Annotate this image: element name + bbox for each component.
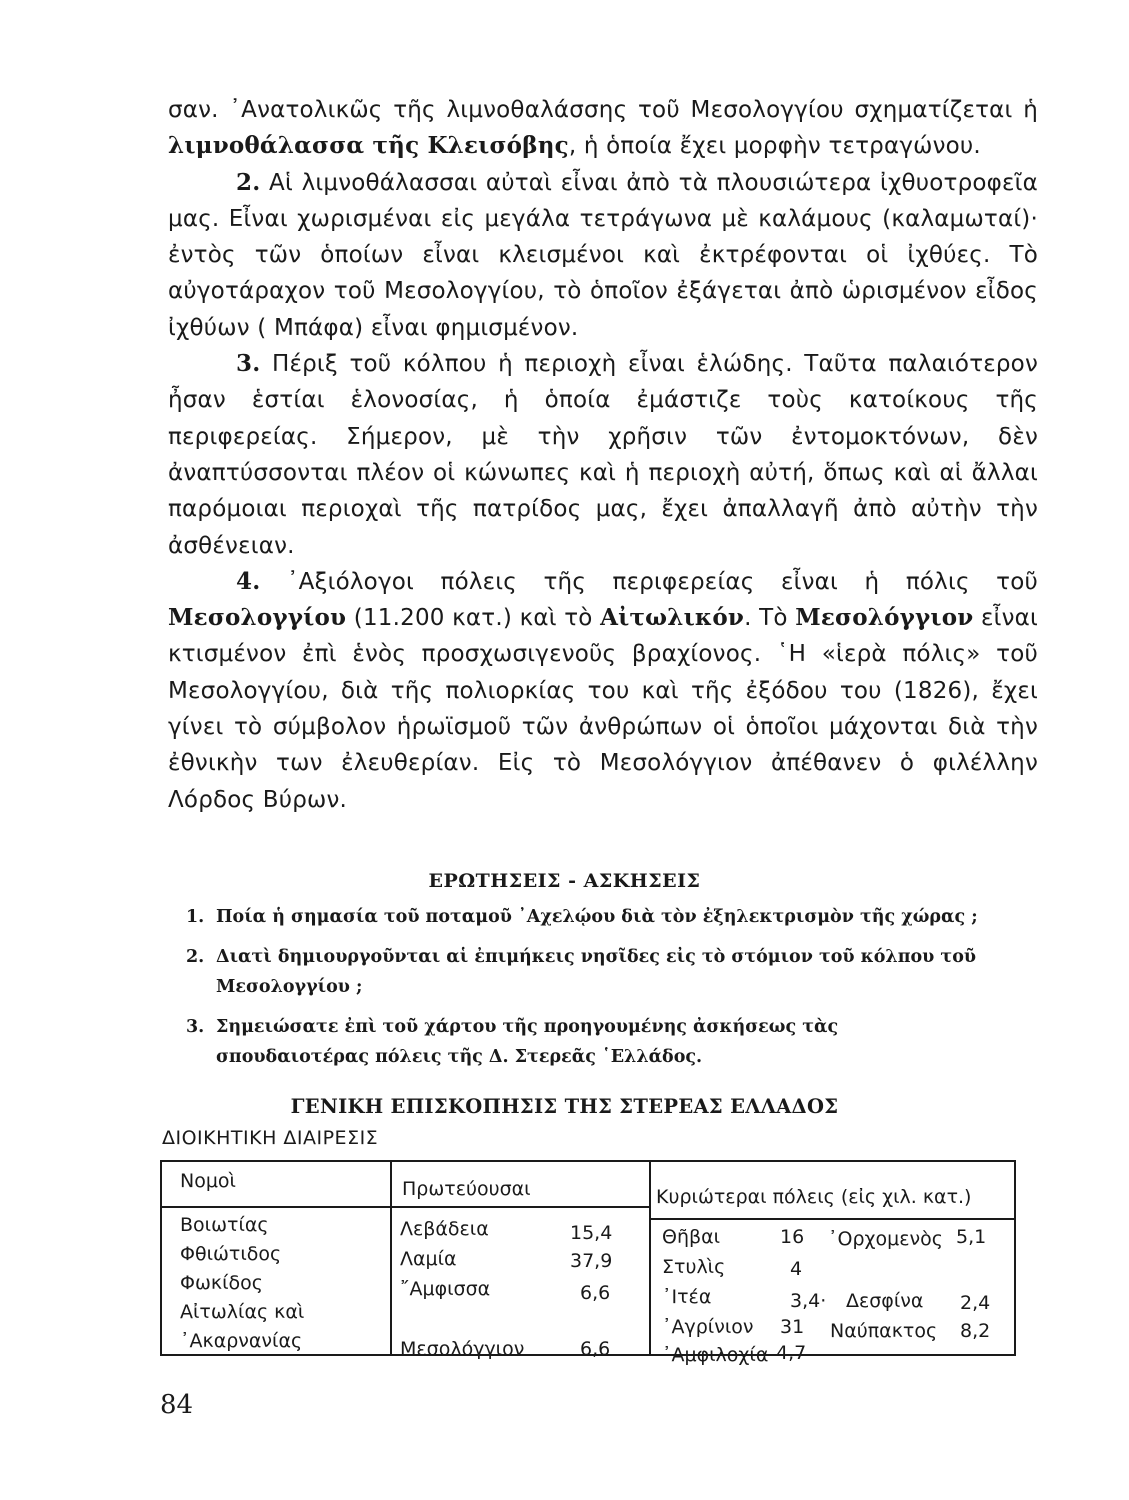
questions-title: ΕΡΩΤΗΣΕΙΣ - ΑΣΚΗΣΕΙΣ — [428, 870, 701, 892]
capital-name: Λαμία — [400, 1248, 457, 1270]
city-value: 2,4 — [960, 1292, 991, 1314]
bold-term: Αἰτωλικόν — [600, 604, 745, 632]
bold-term: Μεσολογγίου — [168, 604, 347, 632]
page-number: 84 — [160, 1390, 194, 1420]
question-item — [186, 942, 996, 1002]
header-nomoi: Νομοὶ — [180, 1170, 236, 1192]
bold-term: Μεσολόγγιον — [795, 604, 974, 632]
question-item — [186, 902, 996, 932]
paragraph-3: 3. Πέριξ τοῦ κόλπου ἡ περιοχὴ εἶναι ἑλώδης. Ταῦτα παλαιότερον ἦσαν ἑστίαι ἑλονοσίας, ἡ ὁποία ἐμάστιζε τοὺς κατοίκους τῆς περιφερείας. Σήμερον, μὲ τὴν χρῆσιν τῶν ἐντομοκτόνων, δὲν ἀναπτύσσονται πλέον οἱ κώνωπες καὶ ἡ περιοχὴ αὐτή, ὅπως καὶ αἱ ἄλλαι παρόμοιαι περιοχαὶ τῆς πατρίδος μας, ἔχει ἀπαλλαγῆ ἀπὸ αὐτὴν τὴν ἀσθένειαν. — [168, 350, 1038, 559]
question-number: 3. — [186, 1017, 205, 1037]
bold-term: λιμνοθάλασσα τῆς Κλεισόβης — [168, 132, 569, 160]
header-divider — [649, 1218, 1014, 1220]
nomos-cell: Βοιωτίας — [180, 1214, 269, 1236]
paragraph-number: 3. — [236, 350, 261, 378]
city-name: Θῆβαι — [662, 1226, 721, 1248]
city-value: 8,2 — [960, 1320, 991, 1342]
city-value: 4 — [790, 1258, 803, 1280]
paragraph-number: 4. — [236, 567, 261, 595]
capital-value: 37,9 — [570, 1250, 613, 1272]
header-capitals: Πρωτεύουσαι — [402, 1178, 531, 1200]
capital-name: Λεβάδεια — [400, 1218, 489, 1240]
city-name: ᾿Ορχομενὸς — [828, 1228, 943, 1250]
city-name: Ναύπακτος — [830, 1320, 938, 1342]
city-name: ᾿Αμφιλοχία — [662, 1344, 769, 1366]
city-name: Στυλὶς — [662, 1256, 726, 1278]
header-main-cities: Κυριώτεραι πόλεις (εἰς χιλ. κατ.) — [656, 1186, 972, 1208]
body-text — [168, 92, 1038, 818]
city-value: 4,7 — [776, 1342, 807, 1364]
overview-title: ΓΕΝΙΚΗ ΕΠΙΣΚΟΠΗΣΙΣ ΤΗΣ ΣΤΕΡΕΑΣ ΕΛΛΑΔΟΣ — [290, 1095, 839, 1118]
city-name: Δεσφίνα — [846, 1290, 924, 1312]
paragraph-4: 4. ᾿Αξιόλογοι πόλεις τῆς περιφερείας εἶναι ἡ πόλις τοῦ Μεσολογγίου (11.200 κατ.) καὶ τὸ Αἰτωλικόν. Τὸ Μεσολόγγιον εἶναι κτισμένον ἐπὶ ἑνὸς προσχωσιγενοῦς βραχίονος. ῾Η «ἱερὰ πόλις» τοῦ Μεσολογγίου, διὰ τῆς πολιορκίας του καὶ τῆς ἐξόδου του (1826), ἔχει γίνει τὸ σύμβολον ἡρωϊσμοῦ τῶν ἀνθρώπων οἱ ὁποῖοι μάχονται διὰ τὴν ἐθνικὴν των ἐλευθερίαν. Εἰς τὸ Μεσολόγγιον ἀπέθανεν ὁ φιλέλλην Λόρδος Βύρων. — [168, 567, 1038, 813]
header-divider — [162, 1206, 649, 1208]
column-divider — [390, 1162, 392, 1354]
question-text: Διατὶ δημιουργοῦνται αἱ ἐπιμήκεις νησῖδες εἰς τὸ στόμιον τοῦ κόλπου τοῦ Μεσολογγίου ; — [216, 947, 977, 997]
city-name: ᾿Ιτέα — [662, 1286, 712, 1308]
paragraph-number: 2. — [236, 168, 261, 196]
paragraph-1: σαν. ᾿Ανατολικῶς τῆς λιμνοθαλάσσης τοῦ Μεσολογγίου σχηματίζεται ἡ λιμνοθάλασσα τῆς Κλεισόβης, ἡ ὁποία ἔχει μορφὴν τετραγώνου. — [168, 97, 1038, 160]
nomos-cell: Φωκίδος — [180, 1272, 263, 1294]
capital-value: 15,4 — [570, 1222, 613, 1244]
city-value: 31 — [780, 1316, 805, 1338]
nomos-cell: Αἰτωλίας καὶ — [180, 1301, 305, 1323]
questions-list — [186, 902, 996, 1082]
city-value: 3,4· — [790, 1290, 827, 1312]
paragraph-2: 2. Αἱ λιμνοθάλασσαι αὐταὶ εἶναι ἀπὸ τὰ πλουσιώτερα ἰχθυοτροφεῖα μας. Εἶναι χωρισμέναι εἰς μεγάλα τετράγωνα μὲ καλάμους (καλαμωταί)· ἐντὸς τῶν ὁποίων εἶναι κλεισμένοι καὶ ἐκτρέφονται οἱ ἰχθύες. Τὸ αὐγοτάραχον τοῦ Μεσολογγίου, τὸ ὁποῖον ἐξάγεται ἀπὸ ὡρισμένον εἶδος ἰχθύων ( Μπάφα) εἶναι φημισμένον. — [168, 168, 1038, 341]
city-value: 16 — [780, 1226, 805, 1248]
admin-division-title: ΔΙΟΙΚΗΤΙΚΗ ΔΙΑΙΡΕΣΙΣ — [162, 1127, 379, 1149]
question-number: 2. — [186, 947, 205, 967]
question-text: Σημειώσατε ἐπὶ τοῦ χάρτου τῆς προηγουμένης ἀσκήσεως τὰς σπουδαιοτέρας πόλεις τῆς Δ. Στερεᾶς ῾Ελλάδος. — [216, 1017, 839, 1067]
admin-division-table — [160, 1160, 1016, 1366]
capital-value: 6,6 — [580, 1338, 611, 1360]
question-item — [186, 1012, 996, 1072]
city-name: ᾿Αγρίνιον — [662, 1316, 754, 1338]
capital-name: Μεσολόγγιον — [400, 1338, 525, 1360]
nomos-cell: Φθιώτιδος — [180, 1243, 282, 1265]
nomos-cell: ᾿Ακαρνανίας — [180, 1330, 303, 1352]
capital-name: ῎Αμφισσα — [400, 1278, 491, 1300]
column-divider — [649, 1162, 651, 1354]
city-value: 5,1 — [956, 1226, 987, 1248]
question-number: 1. — [186, 907, 205, 927]
capital-value: 6,6 — [580, 1282, 611, 1304]
question-text: Ποία ἡ σημασία τοῦ ποταμοῦ ᾿Αχελῴου διὰ τὸν ἐξηλεκτρισμὸν τῆς χώρας ; — [216, 907, 978, 927]
